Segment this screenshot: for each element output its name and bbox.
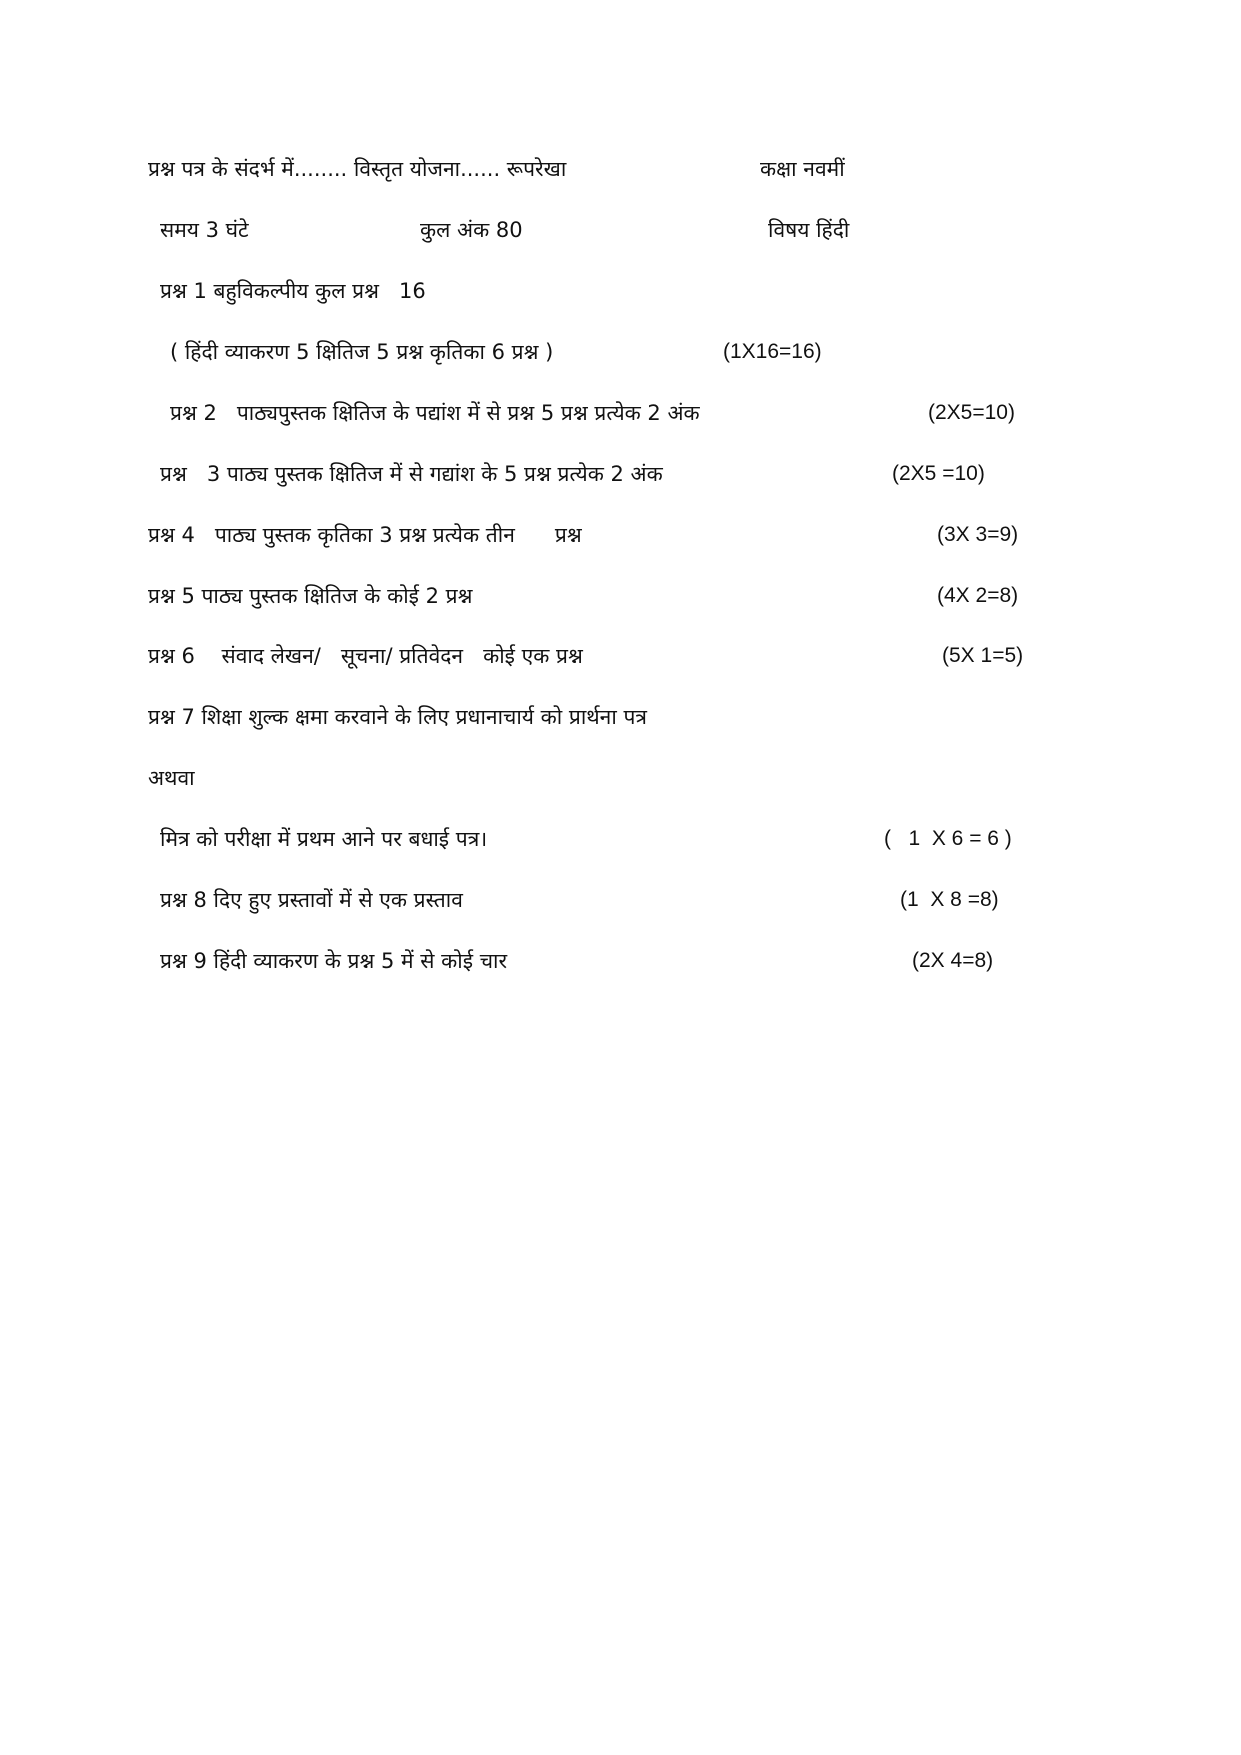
question-line: प्रश्न 5 पाठ्य पुस्तक क्षितिज के कोई 2 प्रश्न [148, 584, 473, 608]
question-line: प्रश्न 9 हिंदी व्याकरण के प्रश्न 5 में से कोई चार [160, 949, 508, 973]
question-line: प्रश्न 4 पाठ्य पुस्तक कृतिका 3 प्रश्न प्रत्येक तीन प्रश्न [148, 523, 582, 547]
class-label: कक्षा नवमीं [760, 157, 845, 181]
question-line: ( हिंदी व्याकरण 5 क्षितिज 5 प्रश्न कृतिका 6 प्रश्न ) [170, 340, 554, 364]
question-line: प्रश्न 7 शिक्षा शुल्क क्षमा करवाने के लिए प्रधानाचार्य को प्रार्थना पत्र [148, 705, 647, 729]
question-marks: (1X16=16) [723, 340, 822, 363]
document-title: प्रश्न पत्र के संदर्भ में........ विस्तृत योजना...... रूपरेखा [148, 157, 567, 181]
question-line: प्रश्न 1 बहुविकल्पीय कुल प्रश्न 16 [160, 279, 426, 303]
question-marks: ( 1 X 6 = 6 ) [884, 827, 1012, 850]
question-marks: (4X 2=8) [937, 584, 1019, 607]
time-label: समय 3 घंटे [160, 218, 249, 242]
question-line: प्रश्न 6 संवाद लेखन/ सूचना/ प्रतिवेदन कोई एक प्रश्न [148, 644, 583, 668]
question-line: प्रश्न 3 पाठ्य पुस्तक क्षितिज में से गद्यांश के 5 प्रश्न प्रत्येक 2 अंक [160, 462, 663, 486]
question-marks: (3X 3=9) [937, 523, 1019, 546]
question-marks: (2X5 =10) [892, 462, 985, 485]
question-line: प्रश्न 8 दिए हुए प्रस्तावों में से एक प्रस्ताव [160, 888, 463, 912]
question-marks: (2X5=10) [928, 401, 1015, 424]
question-line: मित्र को परीक्षा में प्रथम आने पर बधाई पत्र। [160, 827, 488, 851]
question-line: प्रश्न 2 पाठ्यपुस्तक क्षितिज के पद्यांश में से प्रश्न 5 प्रश्न प्रत्येक 2 अंक [170, 401, 700, 425]
question-marks: (2X 4=8) [912, 949, 994, 972]
subject-label: विषय हिंदी [768, 218, 850, 242]
total-marks-label: कुल अंक 80 [420, 218, 523, 242]
question-marks: (1 X 8 =8) [900, 888, 999, 911]
question-marks: (5X 1=5) [942, 644, 1024, 667]
or-separator: अथवा [148, 766, 195, 790]
